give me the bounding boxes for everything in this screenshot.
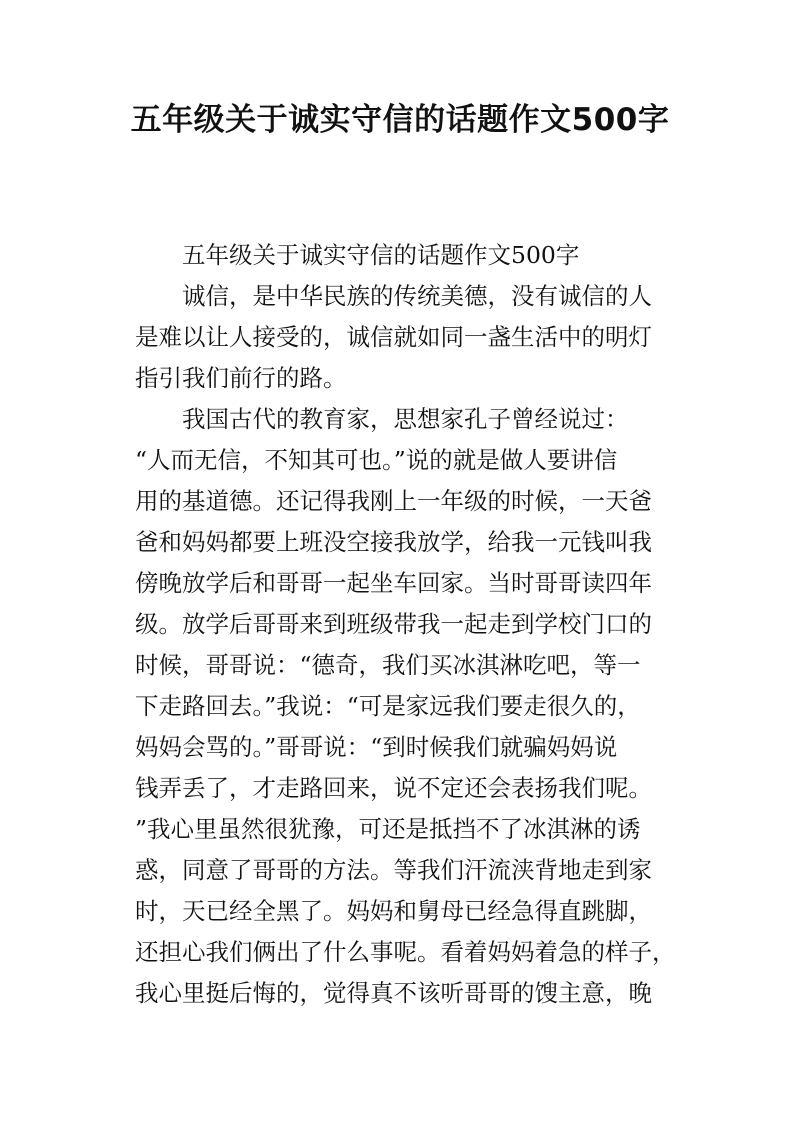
body-line: 我心里挺后悔的，觉得真不该听哥哥的馊主意，晚 (135, 979, 652, 1007)
body-line: 指引我们前行的路。 (135, 364, 347, 392)
body-line: 我国古代的教育家，思想家孔子曾经说过： (182, 405, 629, 433)
body-line: 诚信，是中华民族的传统美德，没有诚信的人 (182, 282, 652, 310)
body-line: 用的基道德。还记得我刚上一年级的时候，一天爸 (135, 487, 652, 515)
body-line: 钱弄丢了，才走路回来，说不定还会表扬我们呢。 (135, 774, 652, 802)
body-line: 傍晚放学后和哥哥一起坐车回家。当时哥哥读四年 (135, 569, 652, 597)
body-line: 级。放学后哥哥来到班级带我一起走到学校门口的 (135, 610, 652, 638)
document-title: 五年级关于诚实守信的话题作文500字 (130, 102, 670, 138)
body-line: 时候，哥哥说：“德奇，我们买冰淇淋吃吧，等一 (135, 651, 641, 679)
document-body (135, 235, 676, 1014)
body-line: 还担心我们俩出了什么事呢。看着妈妈着急的样子， (135, 938, 676, 966)
body-line: 妈妈会骂的。”哥哥说：“到时候我们就骗妈妈说 (135, 733, 618, 761)
body-line: 是难以让人接受的，诚信就如同一盏生活中的明灯 (135, 323, 652, 351)
body-line: 下走路回去。”我说：“可是家远我们要走很久的， (135, 692, 641, 720)
body-line: ”我心里虽然很犹豫，可还是抵挡不了冰淇淋的诱 (135, 815, 641, 843)
body-line: 五年级关于诚实守信的话题作文500字 (182, 241, 580, 269)
body-line: 时，天已经全黑了。妈妈和舅母已经急得直跳脚， (135, 897, 652, 925)
body-line: “人而无信，不知其可也。”说的就是做人要讲信 (135, 446, 618, 474)
body-line: 爸和妈妈都要上班没空接我放学，给我一元钱叫我 (135, 528, 652, 556)
body-line: 惑，同意了哥哥的方法。等我们汗流浃背地走到家 (135, 856, 652, 884)
